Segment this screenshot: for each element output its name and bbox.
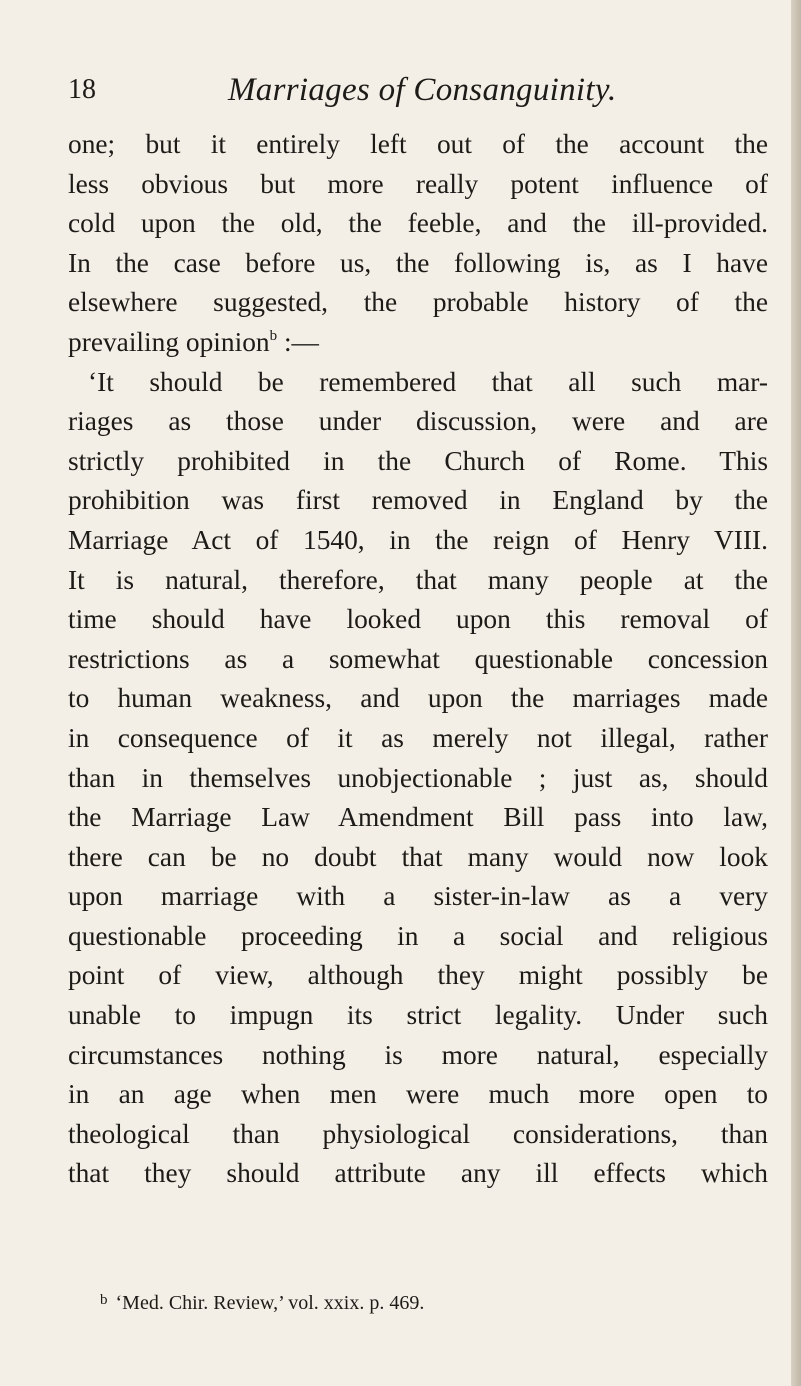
text-line: theological than physiological considerations, than xyxy=(68,1118,768,1149)
text-line: there can be no doubt that many would now look xyxy=(68,841,768,872)
text-line: upon marriage with a sister-in-law as a very xyxy=(68,881,768,912)
text-line: time should have looked upon this removal of xyxy=(68,604,768,635)
text-line: unable to impugn its strict legality. Under such xyxy=(68,1000,768,1031)
text-line: ‘It should be remembered that all such mar- xyxy=(88,366,768,397)
text-line xyxy=(68,323,768,363)
text-line: one; but it entirely left out of the account the xyxy=(68,129,768,159)
text-line: that they should attribute any ill effects which xyxy=(68,1158,768,1189)
text-line-punctuation: :— xyxy=(277,326,319,357)
page-edge xyxy=(791,0,801,1386)
text-line: strictly prohibited in the Church of Rome. This xyxy=(68,445,768,476)
text-line: cold upon the old, the feeble, and the ill-provided. xyxy=(68,208,768,239)
footnote-mark: b xyxy=(100,1292,108,1308)
text-line: questionable proceeding in a social and religious xyxy=(68,920,768,951)
text-line: elsewhere suggested, the probable history of the xyxy=(68,287,768,318)
text-line: the Marriage Law Amendment Bill pass into law, xyxy=(68,802,768,833)
body-text xyxy=(68,125,768,1194)
page-header xyxy=(68,70,728,110)
footnote-reference: b xyxy=(269,327,278,344)
text-line: It is natural, therefore, that many people at the xyxy=(68,564,768,595)
text-line: to human weakness, and upon the marriages made xyxy=(68,683,768,714)
text-line: less obvious but more really potent influence of xyxy=(68,168,768,199)
text-line: prohibition was first removed in England by the xyxy=(68,485,768,516)
text-line: circumstances nothing is more natural, especially xyxy=(68,1039,768,1070)
text-line: Marriage Act of 1540, in the reign of Henry VIII. xyxy=(68,524,768,555)
text-line: in consequence of it as merely not illegal, rather xyxy=(68,722,768,753)
text-line: riages as those under discussion, were and are xyxy=(68,406,768,437)
footnote xyxy=(100,1286,700,1317)
text-line: in an age when men were much more open to xyxy=(68,1079,768,1110)
text-line: point of view, although they might possibly be xyxy=(68,960,768,991)
text-line: restrictions as a somewhat questionable concession xyxy=(68,643,768,674)
page-number: 18 xyxy=(68,74,96,105)
text-line: than in themselves unobjectionable ; just as, should xyxy=(68,762,768,793)
footnote-text: ‘Med. Chir. Review,’ vol. xxix. p. 469. xyxy=(115,1292,425,1314)
running-title: Marriages of Consanguinity. xyxy=(228,72,617,108)
text-line: In the case before us, the following is, as I have xyxy=(68,247,768,278)
text-line-content: prevailing opinion xyxy=(68,326,270,357)
